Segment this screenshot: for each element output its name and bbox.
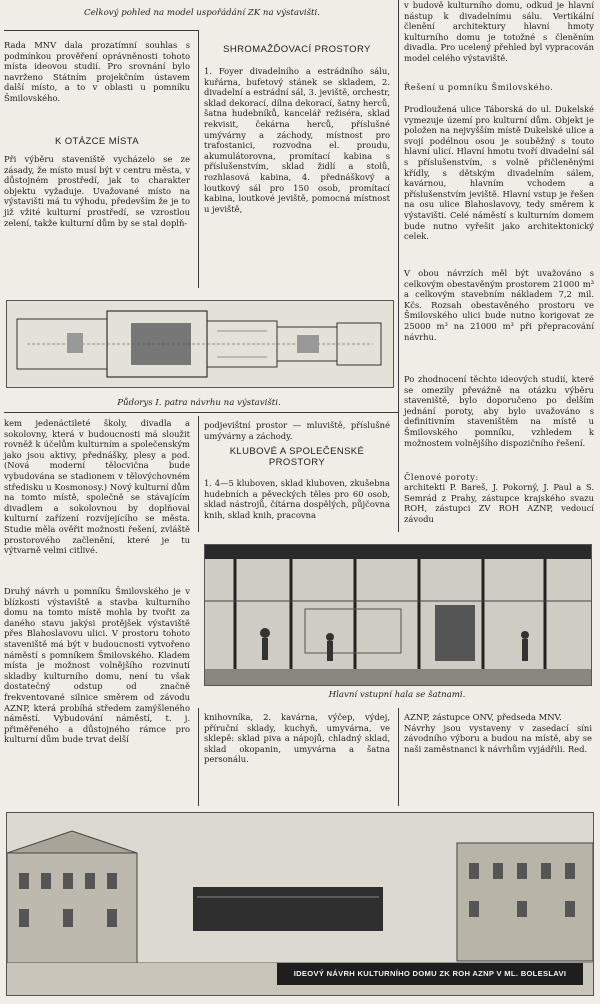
shromazdovaci-paragraph: 1. Foyer divadelního a estrádního sálu, kuřárna, bufetový stánek se skladem, 2. divadelní a estrádní sál, 3. jeviště, orchestr, sklad dekorací, dílna dekorací, šatny herců, šatna hudebníků, kancelář režiséra, sklad rekvisit, čekárna herců, příslušné umývárny a záchody, místnost pro trafostanici, rozvodna el. proudu, akumulátorovna, promítací kabina s příslušenstvím, sklad židlí a stolů, rozhlasová kabina, 4. přednáškový a loutkový sál pro 150 osob, promítací kabina, loutkové jeviště, pomocná místnost u jeviště, <box>204 66 390 214</box>
obe-navrhy-paragraph: V obou návrzích měl být uvažováno s celkovým obestavěným prostorem 21000 m³ a celkovým stavebním nákladem 7,2 mil. Kčs. Rozsah obestavěného prostoru ve Šmilovského ulici bude nutno korigovat ze 25000 m³ na 21000 m³ při přepracování návrhu. <box>404 268 594 342</box>
heading-misto: K OTÁZCE MÍSTA <box>54 136 140 147</box>
klub-paragraph: 1. 4—5 kluboven, sklad kluboven, zkušebna hudebních a pěveckých těles pro 60 osob, sklad nástrojů, čítárna dospělých, půjčovna knih, sklad knih, pracovna <box>204 478 390 520</box>
reseni-lead: Řešení u pomníku Šmilovského. <box>404 82 554 92</box>
hall-image <box>204 544 592 686</box>
column-divider-right <box>398 0 399 532</box>
floor-plan-image <box>6 300 394 388</box>
column-divider <box>198 30 199 288</box>
column-divider <box>198 416 199 532</box>
bottom-middle-paragraph: knihovníka, 2. kavárna, výčep, výdej, příruční sklady, kuchyň, umyvárna, ve sklepě: sklad piva a nápojů, chladný sklad, sklad okopanin, umyvárna a šatna personálu. <box>204 712 390 765</box>
floor-plan-drawing <box>7 301 393 387</box>
heading-klubove: KLUBOVÉ A SPOLEČENSKÉ PROSTORY <box>229 446 365 468</box>
druhy-navrh-paragraph: Druhý návrh u pomníku Šmilovského je v blízkosti výstaviště a stavba kulturního domu na tomto místě mohla by tvořit za daného stavu jakýsi protějšek výstaviště přes Blahoslavovu ulici. V prostoru tohoto staveniště má být v budoucnosti vytvořeno náměstí s pomníkem Šmilovského. Kladem místa je možnost volnějšího rozvinutí skladby kulturního domu, není tu však dostatečný odstup od značně frekventované silnice směrem od závodu AZNP, která probíhá středem zamýšleného náměstí. Vybudování náměstí, t. j. přiměřeného a důstojného rámce pro kulturní dům bude trvat delší <box>4 586 190 745</box>
right-top-paragraph: v budově kulturního domu, odkud je hlavní nástup k divadelnímu sálu. Vertikální členění architektury hlavní hmoty kulturního domu je totožné s členěním divadla. Pro ucelený přehled byl vypracován model celého výstaviště. <box>404 0 594 63</box>
banner-label: IDEOVÝ NÁVRH KULTURNÍHO DOMU ZK ROH AZNP V ML. BOLESLAVI <box>277 963 583 985</box>
divider <box>4 412 398 413</box>
zhodnoceni-paragraph: Po zhodnocení těchto ideových studií, které se omezily převážně na otázku výběru staveniště, bylo doporučeno po delším jednání poroty, aby bylo uvažováno s definitivním staveništěm na místě u Šmilovského pomníku, vzhledem k možnostem volnějšího dispozičního řešení. <box>404 374 594 448</box>
reseni-paragraph: Prodloužená ulice Táborská do ul. Dukelské vymezuje území pro kulturní dům. Objekt je položen na nejvyšším místě Dukelské ulice a svojí podélnou osou je souběžný s touto hlavní ulicí. Hlavní hmotu tvoří divadelní sál s příslušenstvím, s volně přičleněnými křídly, s dětským divadelním sálem, kavárnou, hlavním vchodem a příslušenstvím jeviště. Hlavní vstup je řešen na osu ulice Blahoslavovy, tedy směrem k výstavišti. Celé náměstí s kulturním domem bude nutno vyřešit jako architektonický celek. <box>404 104 594 242</box>
column-divider <box>398 708 399 806</box>
hall-drawing <box>205 545 591 685</box>
perspective-image <box>6 812 594 996</box>
porota-lead: Členové poroty: <box>404 472 479 482</box>
heading-shromazdovaci: SHROMAŽĎOVACÍ PROSTORY <box>223 44 371 55</box>
bottom-right-paragraph: AZNP, zástupce ONV, předseda MNV. Návrhy jsou vystaveny v zasedací síni závodního výboru a budou na místě, aby se naši zaměstnanci k návrhům vyjádřili. Red. <box>404 712 592 754</box>
hall-caption: Hlavní vstupní hala se šatnami. <box>328 690 466 700</box>
model-caption: Celkový pohled na model uspořádání ZK na výstavišti. <box>84 8 320 18</box>
podjevistni-paragraph: podjevištní prostor — mluviště, příslušné umývárny a záchody. <box>204 420 390 441</box>
column-divider <box>198 708 199 806</box>
floor-plan-caption: Půdorys I. patra návrhu na výstavišti. <box>117 398 281 408</box>
intro-paragraph: Rada MNV dala prozatímní souhlas s podmínkou prověření oprávněnosti tohoto místa ideovou studií. Pro srovnání bylo navrženo Státním projekčním ústavem další místo, a to v oblasti u pomníku Šmilovského. <box>4 40 190 103</box>
porota-paragraph: architekti P. Bareš, J. Pokorný, J. Paul a S. Semrád z Prahy, zástupce krajského svazu ROH, zástupci ZV ROH AZNP, vedoucí závodu <box>404 482 594 524</box>
middle-left-paragraph: kem jedenáctileté školy, divadla a sokolovny, která v budoucnosti má sloužit rovněž k účelům kulturním a společenským jako jsou aktivy, přednášky, plesy a pod. (Nová moderní tělocvična bude vybudována se stadionem v tělovýchovném středisku u Kosmonosy.) Nový kulturní dům na tomto místě, společně se stávajícím divadlem a sokolovnou by doplňoval kulturní zařízení rozvíjejícího se města. Studie měla ověřit možnosti řešení, zvláště prostorového začlenění, které je tu výtvarně velmi citlivé. <box>4 418 190 556</box>
misto-paragraph: Při výběru staveniště vycházelo se ze zásady, že místo musí být v centru města, v důstojném prostředí, jak to charakter objektu vyžaduje. Uvažované místo na výstavišti má tu výhodu, především že je to již vžité kulturní prostředí, se vzrostlou zelení, takže kulturní dům by se stal doplň- <box>4 154 190 228</box>
divider <box>4 30 198 31</box>
